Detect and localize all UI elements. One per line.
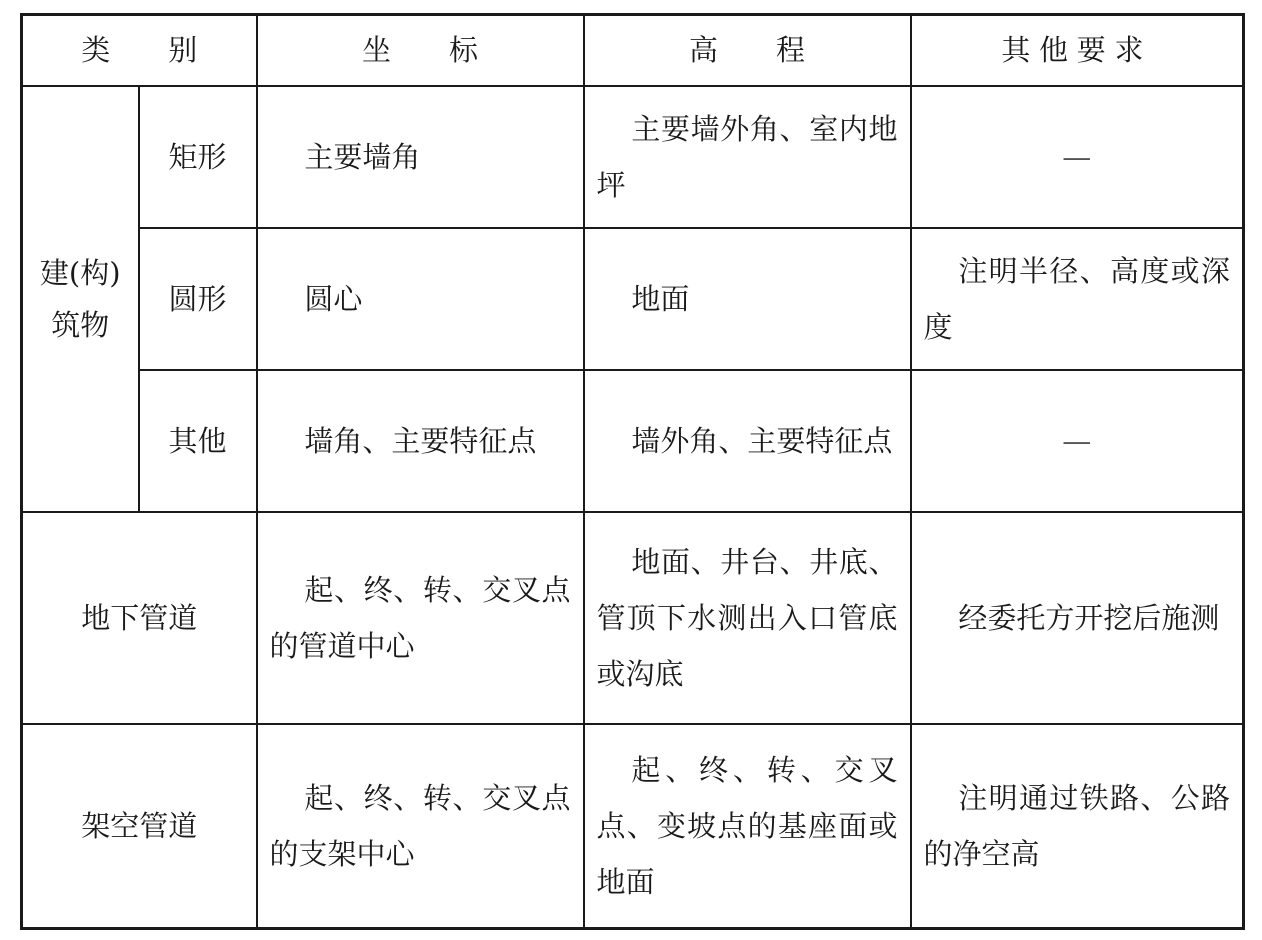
coordinate-cell: 主要墙角 [257,86,584,228]
elevation-cell: 地面、井台、井底、管顶下水测出入口管底或沟底 [584,512,911,724]
subcategory-rect: 矩形 [139,86,257,228]
survey-requirements-table [20,13,1245,930]
table-row-circle [22,228,1244,370]
header-elevation: 高 程 [584,15,911,86]
elevation-cell: 地面 [584,228,911,370]
other-cell: 注明通过铁路、公路的净空高 [911,724,1244,929]
table-row-rect [22,86,1244,228]
coordinate-cell: 起、终、转、交叉点的支架中心 [257,724,584,929]
header-coordinate: 坐 标 [257,15,584,86]
header-other-requirements: 其他要求 [911,15,1244,86]
other-cell: 注明半径、高度或深度 [911,228,1244,370]
table-row-overhead [22,724,1244,929]
table-row-underground [22,512,1244,724]
coordinate-cell: 圆心 [257,228,584,370]
elevation-cell: 主要墙外角、室内地坪 [584,86,911,228]
coordinate-cell: 起、终、转、交叉点的管道中心 [257,512,584,724]
category-overhead: 架空管道 [22,724,257,929]
elevation-cell: 墙外角、主要特征点 [584,370,911,512]
header-category: 类 别 [22,15,257,86]
other-cell: 经委托方开挖后施测 [911,512,1244,724]
subcategory-circle: 圆形 [139,228,257,370]
header-row [22,15,1244,86]
subcategory-other: 其他 [139,370,257,512]
category-building: 建(构)筑物 [22,86,139,512]
other-cell: — [911,86,1244,228]
other-cell: — [911,370,1244,512]
category-underground: 地下管道 [22,512,257,724]
coordinate-cell: 墙角、主要特征点 [257,370,584,512]
elevation-cell: 起、终、转、交叉点、变坡点的基座面或地面 [584,724,911,929]
table-row-others [22,370,1244,512]
